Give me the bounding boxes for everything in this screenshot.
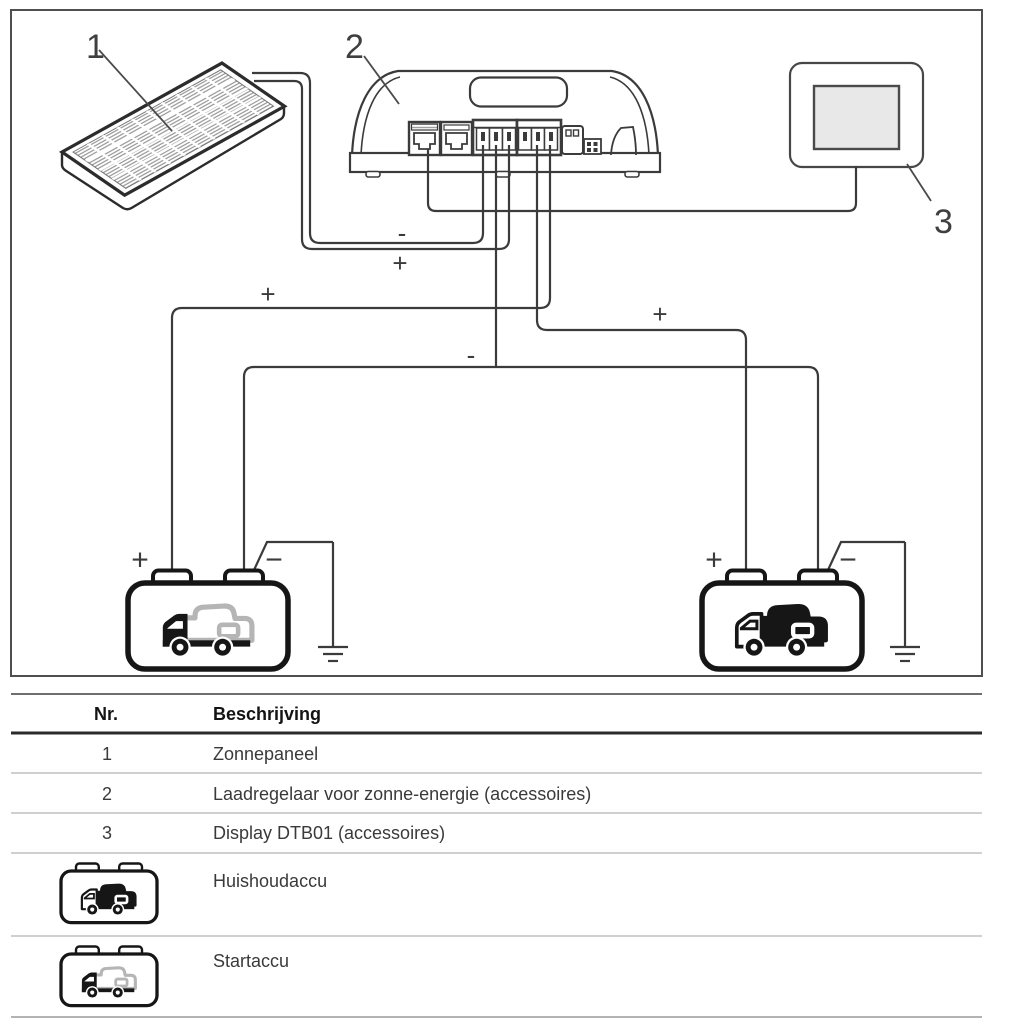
- common-minus-label: -: [466, 340, 476, 370]
- household-battery-minus-terminal-label: −: [839, 543, 857, 577]
- charge-controller-illustration: [350, 71, 660, 177]
- solar-panel-illustration: [62, 63, 285, 209]
- household-plus-label: +: [652, 299, 668, 329]
- column-header-description: Beschrijving: [213, 704, 322, 724]
- starter-battery-minus-terminal-label: −: [265, 543, 283, 577]
- rj45-port-icon: [409, 122, 440, 155]
- label-solar-panel: 1: [86, 28, 105, 66]
- starter-plus-label: +: [260, 279, 276, 309]
- label-3-leader-line: [907, 164, 931, 201]
- terminal-block-icon: [517, 120, 561, 155]
- household-battery-icon: [61, 864, 157, 923]
- table-row-nr: 3: [101, 823, 112, 843]
- starter-battery-icon: [61, 947, 157, 1006]
- table-row-description: Laadregelaar voor zonne-energie (accessoires): [213, 784, 592, 804]
- aux-connector-icon: [562, 126, 583, 154]
- household-battery-plus-wire: [537, 145, 746, 571]
- controller-top-handle: [470, 78, 567, 107]
- label-display: 3: [934, 203, 953, 241]
- table-row-description: Huishoudaccu: [213, 871, 328, 891]
- display-illustration: [790, 63, 923, 167]
- display-screen: [814, 86, 899, 149]
- battery-minus-wire: [244, 145, 818, 571]
- household-battery-illustration: [702, 571, 862, 670]
- rj45-port-icon: [441, 122, 472, 155]
- starter-battery-plus-terminal-label: +: [131, 543, 149, 577]
- household-battery-plus-terminal-label: +: [705, 543, 723, 577]
- panel-plus-label: +: [392, 248, 408, 278]
- table-row-description: Startaccu: [213, 951, 290, 971]
- panel-minus-label: -: [397, 218, 407, 248]
- column-header-nr: Nr.: [94, 704, 119, 724]
- table-row-description: Zonnepaneel: [213, 744, 319, 764]
- dip-switch-icon: [584, 139, 601, 154]
- controller-foot: [625, 172, 639, 178]
- starter-battery-plus-wire: [172, 145, 550, 571]
- starter-battery-illustration: [128, 571, 288, 670]
- table-row-nr: 2: [101, 784, 112, 804]
- controller-foot: [366, 172, 380, 178]
- table-row-nr: 1: [101, 744, 112, 764]
- label-charge-controller: 2: [345, 28, 364, 66]
- table-row-description: Display DTB01 (accessoires): [213, 823, 446, 843]
